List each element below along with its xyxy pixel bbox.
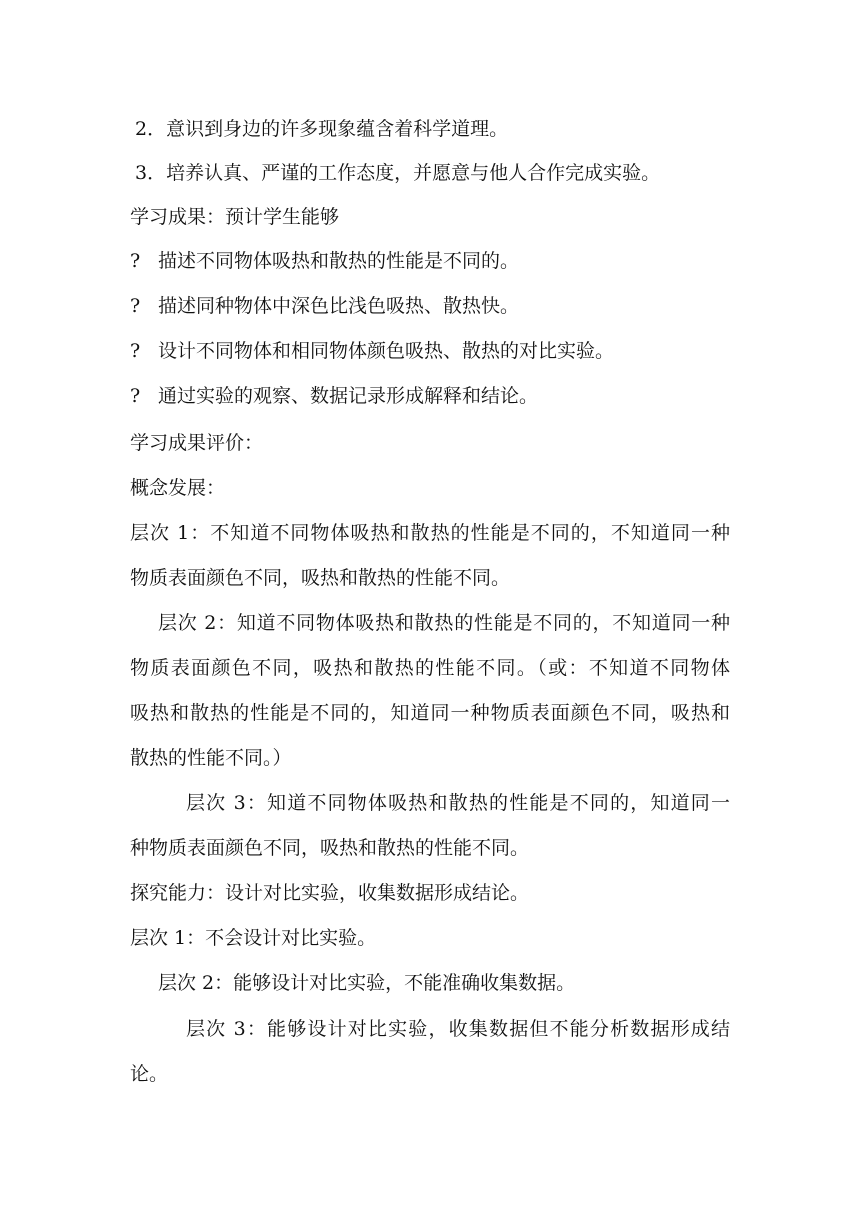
goal-item-2: 2．意识到身边的许多现象蕴含着科学道理。	[135, 118, 509, 140]
outcome-text: 设计不同物体和相同物体颜色吸热、散热的对比实验。	[158, 340, 615, 362]
concept-level-1-line-1: 层次 1：不知道不同物体吸热和散热的性能是不同的，不知道同一种	[130, 522, 730, 544]
inquiry-level-2: 层次 2：能够设计对比实验，不能准确收集数据。	[158, 972, 576, 994]
bullet-icon: ?	[130, 295, 141, 317]
goal-item-3: 3．培养认真、严谨的工作态度，并愿意与他人合作完成实验。	[135, 162, 661, 184]
outcome-bullet-4	[130, 384, 538, 408]
inquiry-level-3-line-1: 层次 3：能够设计对比实验，收集数据但不能分析数据形成结	[186, 1018, 730, 1040]
concept-level-2-line-4: 散热的性能不同。）	[130, 747, 292, 769]
concept-level-2-line-3: 吸热和散热的性能是不同的，知道同一种物质表面颜色不同，吸热和	[130, 702, 730, 724]
outcome-bullet-1	[130, 249, 519, 273]
concept-level-1-line-2: 物质表面颜色不同，吸热和散热的性能不同。	[130, 567, 511, 589]
outcome-text: 描述同种物体中深色比浅色吸热、散热快。	[158, 295, 520, 317]
concept-level-2-line-2: 物质表面颜色不同，吸热和散热的性能不同。（或：不知道不同物体	[130, 657, 730, 679]
concept-level-2-line-1: 层次 2：知道不同物体吸热和散热的性能是不同的，不知道同一种	[158, 612, 730, 634]
bullet-icon: ?	[130, 340, 141, 362]
learning-outcomes-heading: 学习成果：预计学生能够	[130, 206, 340, 228]
inquiry-level-3-line-2: 论。	[130, 1063, 169, 1085]
bullet-icon: ?	[130, 385, 141, 407]
concept-heading: 概念发展：	[130, 477, 226, 499]
outcome-text: 通过实验的观察、数据记录形成解释和结论。	[158, 385, 539, 407]
bullet-icon: ?	[130, 250, 141, 272]
evaluation-heading: 学习成果评价：	[130, 432, 264, 454]
outcome-text: 描述不同物体吸热和散热的性能是不同的。	[158, 250, 520, 272]
concept-level-3-line-1: 层次 3：知道不同物体吸热和散热的性能是不同的，知道同一	[186, 792, 730, 814]
concept-level-3-line-2: 种物质表面颜色不同，吸热和散热的性能不同。	[130, 837, 530, 859]
outcome-bullet-2	[130, 294, 519, 318]
outcome-bullet-3	[130, 339, 614, 363]
inquiry-level-1: 层次 1：不会设计对比实验。	[130, 927, 377, 949]
inquiry-heading: 探究能力：设计对比实验，收集数据形成结论。	[130, 882, 530, 904]
